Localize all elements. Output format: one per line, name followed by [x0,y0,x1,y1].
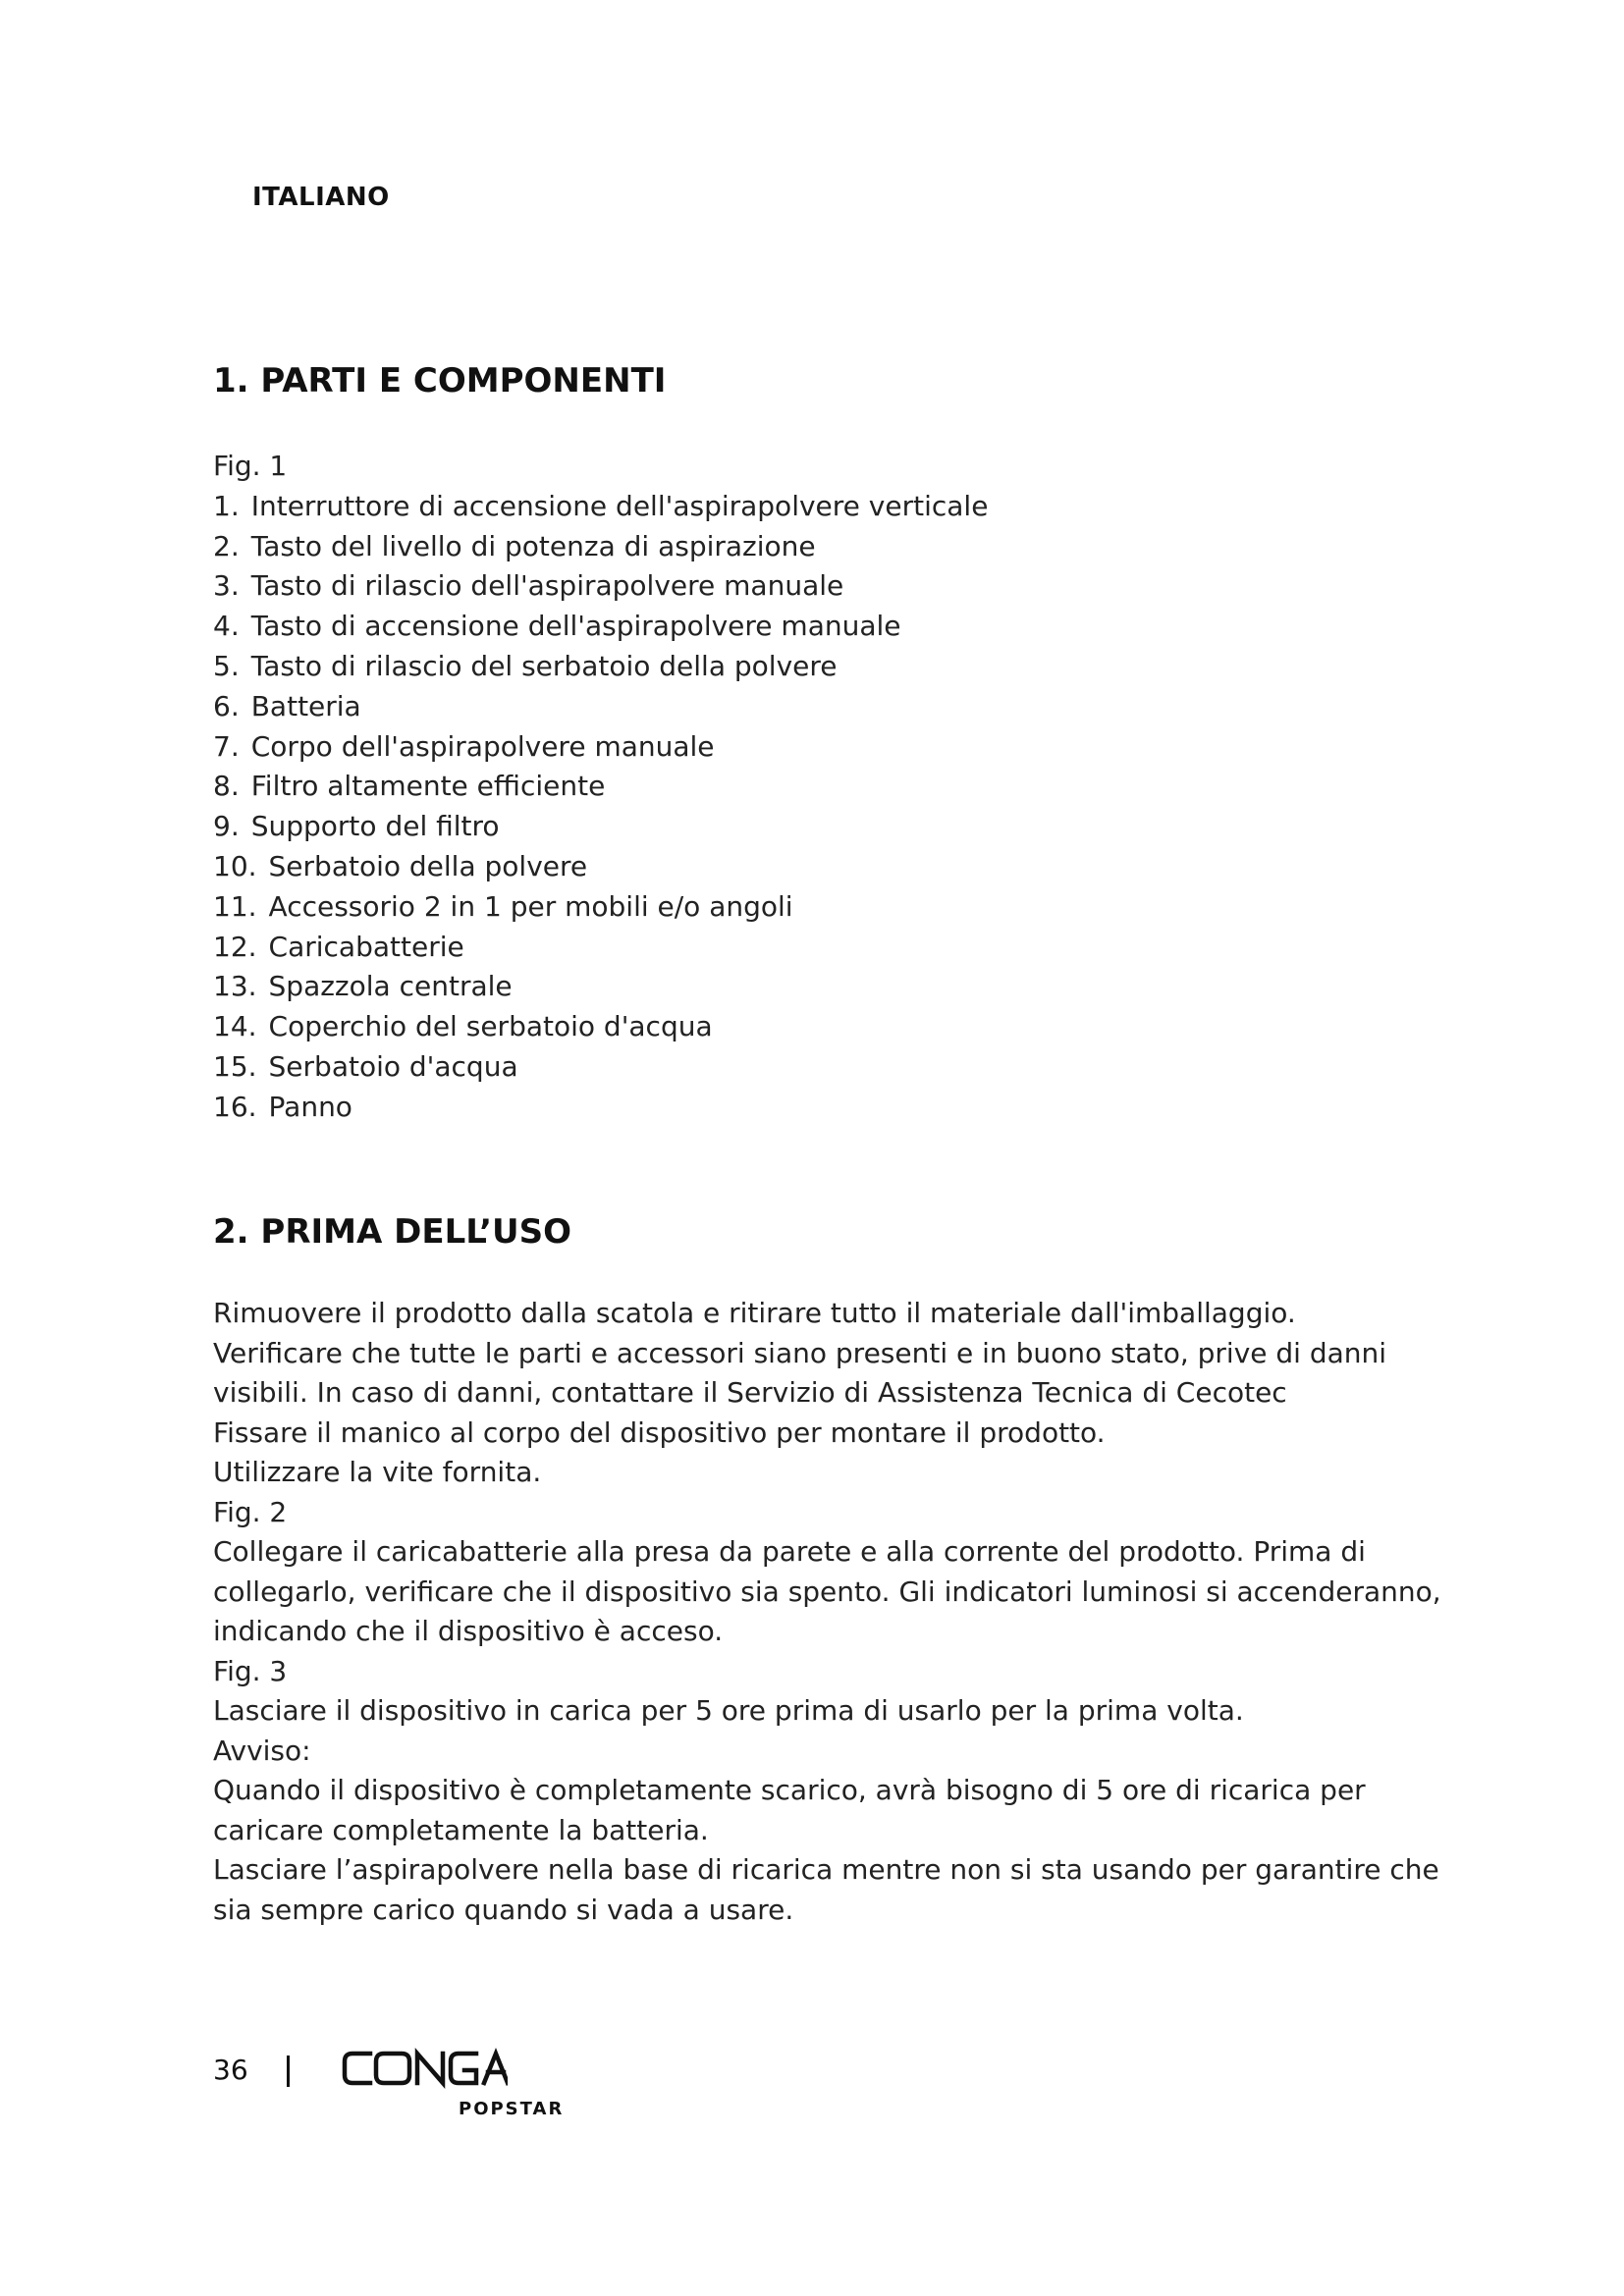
conga-logo [341,2044,565,2122]
page-number: 36 [213,2054,248,2086]
list-item: 5. Tasto di rilascio del serbatoio della polvere [213,649,838,682]
parts-list [213,487,988,1128]
list-item: 9. Supporto del filtro [213,810,500,843]
section-title-before-use: 2. PRIMA DELL’USO [213,1212,572,1252]
footer-divider [287,2056,290,2087]
list-item: 13. Spazzola centrale [213,970,513,1003]
fig-1-label: Fig. 1 [213,450,288,482]
paragraph: Rimuovere il prodotto dalla scatola e ritirare tutto il materiale dall'imballaggio. [213,1297,1296,1329]
list-item: 12. Caricabatterie [213,930,464,963]
fig-3-label: Fig. 3 [213,1654,288,1687]
section-title-parts: 1. PARTI E COMPONENTI [213,361,667,400]
logo-subtext: POPSTAR [459,2099,565,2119]
list-item: 6. Batteria [213,689,361,722]
before-use-body [213,1294,1450,1930]
list-item: 4. Tasto di accensione dell'aspirapolvere manuale [213,610,901,643]
language-label: ITALIANO [252,183,390,212]
paragraph: Lasciare il dispositivo in carica per 5 ore prima di usarlo per la prima volta. [213,1694,1244,1727]
list-item: 10. Serbatoio della polvere [213,849,588,882]
list-item: 2. Tasto del livello di potenza di aspirazione [213,529,816,562]
list-item: 15. Serbatoio d'acqua [213,1049,518,1083]
parts-list-block [213,447,988,1128]
warning-label: Avviso: [213,1734,311,1767]
fig-2-label: Fig. 2 [213,1495,288,1528]
list-item: 8. Filtro altamente efficiente [213,770,606,803]
paragraph: Utilizzare la vite fornita. [213,1456,542,1488]
paragraph: Verificare che tutte le parti e accessori siano presenti e in buono stato, prive di danni visibili. In caso di danni, contattare il Servizio di Assistenza Tecnica di Cecotec [213,1336,1387,1409]
paragraph: Fissare il manico al corpo del dispositivo per montare il prodotto. [213,1415,1106,1449]
list-item: 1. Interruttore di accensione dell'aspirapolvere verticale [213,489,989,522]
list-item: 3. Tasto di rilascio dell'aspirapolvere manuale [213,569,844,603]
paragraph: Collegare il caricabatterie alla presa da parete e alla corrente del prodotto. Prima di collegarlo, verificare che il dispositivo sia spento. Gli indicatori luminosi si accenderanno, indicando che il dispositivo è acceso. [213,1535,1441,1647]
paragraph: Lasciare l’aspirapolvere nella base di ricarica mentre non si sta usando per garantire che sia sempre carico quando si vada a usare. [213,1853,1439,1926]
list-item: 11. Accessorio 2 in 1 per mobili e/o angoli [213,889,793,923]
paragraph: Quando il dispositivo è completamente scarico, avrà bisogno di 5 ore di ricarica per caricare completamente la batteria. [213,1774,1366,1846]
conga-logo-icon [341,2044,508,2093]
list-item: 16. Panno [213,1090,352,1123]
list-item: 14. Coperchio del serbatoio d'acqua [213,1010,713,1043]
list-item: 7. Corpo dell'aspirapolvere manuale [213,729,715,763]
